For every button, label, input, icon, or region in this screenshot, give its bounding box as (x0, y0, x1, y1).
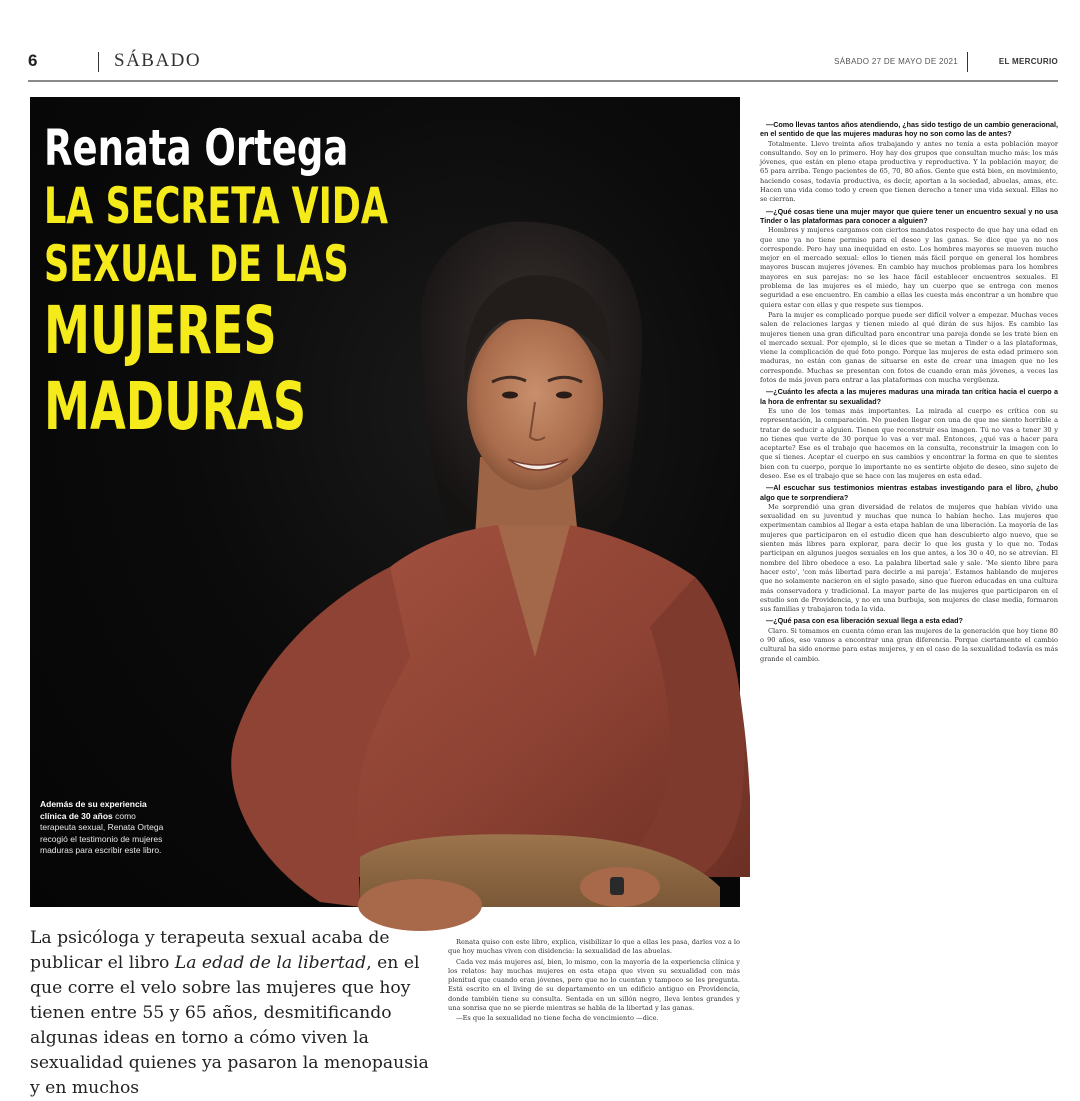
feature-photo (30, 97, 740, 907)
headline (44, 119, 535, 445)
headline-line: MUJERES (44, 292, 277, 369)
watch-shape (610, 877, 624, 895)
book-title: La edad de la libertad (174, 953, 367, 973)
publication-date: SÁBADO 27 DE MAYO DE 2021 (834, 57, 958, 66)
header-separator (967, 52, 968, 72)
interview-answer: Me sorprendió una gran diversidad de relatos de mujeres que habían vivido una sexualidad en su juventud y muchas que nunca lo habían hecho. Las mujeres que experimentan cambios al llegar a esta etapa hablan de una liberación. La mayoría de las mujeres que participaron en el estudio dicen que han descubierto algo nuevo, que se sienten más libres para explorar, para decir lo que les gusta y lo que no. Todas participan en algunos juegos sexuales en los que antes, a los 30 o 40, no se atrevían. El nombre del libro obedece a eso. La palabra libertad sale y sale. 'Me siento libre para hacer esto', 'con más libertad para decirle a mi pareja'. Estamos hablando de mujeres que no solamente nacieron en el siglo pasado, sino que fueron educadas en una cultura más conservadora y tradicional. La mayor parte de las mujeres que participaron en el estudio son de Providencia, y no en una burbuja, son mujeres de clase media, formaron sus familias y trabajaron toda la vida. (760, 502, 1058, 614)
newspaper-name: EL MERCURIO (998, 57, 1058, 66)
lead-text: , en el que corre el velo sobre las mujeres que hoy tienen entre 55 y 65 años, desmitificando algunas ideas en torno a cómo viven la sexualidad quienes ya pasaron la menopausia y en muchos (30, 953, 429, 1098)
interview-answer: Para la mujer es complicado porque puede ser difícil volver a empezar. Muchas veces salen de relaciones largas y tienen miedo al qué dirán de sus hijos. Es cambio las mujeres tienen una gran dificultad para encontrar una pareja donde se les trate bien en el mercado sexual. Por ejemplo, si le dices que se metan a Tinder o a las plataformas, viene la complicación de qué foto pongo. Porque las mujeres de esta edad primero son maduras, no están con ganas de situarse en este de crear una imagen que no les corresponde. Muchas se presentan con fotos de cuando eran más jóvenes, a veces las fotos de más joven para entrar a las plataformas con mucha vergüenza. (760, 310, 1058, 385)
eye-shape (556, 392, 572, 399)
caption-bold: Además de su experiencia clínica de 30 años (40, 799, 147, 821)
interview-question: —¿Qué pasa con esa liberación sexual llega a esta edad? (766, 616, 963, 626)
interview-question: —¿Cuánto les afecta a las mujeres maduras una mirada tan crítica hacia el cuerpo a la hora de enfrentar su sexualidad? (760, 387, 1058, 406)
page-number: 6 (28, 51, 38, 70)
lead-text: La psicóloga y terapeuta sexual acaba de publicar el libro (30, 928, 390, 973)
interview-answer: Hombres y mujeres cargamos con ciertos mandatos respecto de que hay una edad en que uno ya no tiene permiso para el deseo y las ganas. Se dice que ya no nos corresponde. Pero hay una inequidad en esto. Los hombres mayores se mueven mucho mejor en el mercado sexual: ellos lo tienen más fácil porque en general los hombres mayores buscan mujeres jóvenes. En cambio hay muchos problemas para los hombres mayores en sus parejas: no se les hace fácil establecer encuentros sexuales. El problema de las mujeres es el miedo, hay un cuerpo que se entrega con menos seguridad a ese encuentro. En cambio a ellas les cuesta más encontrar a un hombre que quiera estar con ellas y que respete sus tiempos. (760, 226, 1058, 309)
section-name: SÁBADO (114, 50, 202, 71)
page-header (28, 44, 1058, 84)
photo-caption (40, 799, 168, 857)
interview-question: —Como llevas tantos años atendiendo, ¿has sido testigo de un cambio generacional, en el sentido de que las mujeres maduras hoy no son como las de antes? (760, 120, 1058, 139)
header-separator (98, 52, 99, 72)
caption-text: como terapeuta sexual, Renata Ortega recogió el testimonio de mujeres maduras para escribir este libro. (40, 810, 164, 855)
lead-paragraph (30, 926, 430, 1098)
interview-question: —Al escuchar sus testimonios mientras estabas investigando para el libro, ¿hubo algo que te sorprendiera? (760, 483, 1058, 502)
body-paragraph: Renata quiso con este libro, explica, visibilizar lo que a ellas les pasa, darles voz a lo que hoy muchas viven con disidencia: la sexualidad de las abuelas. (448, 938, 740, 956)
headline-name: Renata Ortega (44, 119, 349, 177)
body-column (448, 938, 740, 1080)
headline-line: MADURAS (44, 368, 307, 445)
headline-line: SEXUAL DE LAS (44, 235, 349, 293)
interview-answer: Claro. Si tomamos en cuenta cómo eran las mujeres de la generación que hoy tiene 80 o 90 años, eso vamos a encontrar una gran diferencia. Porque ciertamente el cambio cultural ha sido enorme para estas mujeres, y en el caso de la sexualidad todavía es más grande el cambio. (760, 626, 1058, 663)
interview-answer: Es uno de los temas más importantes. La mirada al cuerpo es crítica con su representación, la comparación. No pueden llegar con una de que me siento horrible a tratar de seducir a alguien. Tienen que reconstruir esa imagen. Tú no vas a tener 30 y no tienes que verte de 30 porque lo vas a ver mal. Entonces, ¿qué vas a hacer para aceptarte? Ese es el trabajo que hacemos en la consulta, reconstruir la imagen con lo que sí tienes. Aceptar el cuerpo en sus cambios y encontrar la forma en que te sientes bien con tu cuerpo, porque lo importante no es sentirte objeto de deseo, sino sujeto de deseo. Ese es el trabajo que se hace con las mujeres en esta edad. (760, 406, 1058, 480)
body-paragraph: Cada vez más mujeres así, bien, lo mismo, con la mayoría de la experiencia clínica y los relatos: hay muchas mujeres en esta etapa que viven su sexualidad con más plenitud que cuando eran jóvenes, pero que no lo cuentan y tampoco se les pregunta. Está escrito en el living de su departamento en un edificio antiguo en Providencia, donde también tiene su consulta. Sentada en un sillón negro, lleva lentes grandes y una sonrisa que no se pierde mientras se habla de la libertad y las ganas. (448, 957, 740, 1013)
headline-line: LA SECRETA VIDA (44, 177, 388, 235)
left-hand-shape (358, 879, 482, 931)
header-rule (28, 80, 1058, 82)
interview-question: —¿Qué cosas tiene una mujer mayor que quiere tener un encuentro sexual y no usa Tinder o las plataformas para conocer a alguien? (760, 206, 1058, 225)
interview-answer: Totalmente. Llevo treinta años trabajando y antes no tenía a esta población mayor consultando. Soy en lo primero. Hoy hay dos grupos que consultan mucho más: los más jóvenes, que están en pleno etapa productiva y reproductiva. Y la población mayor, de 65 para arriba. Tengo pacientes de 65, 70, 80 años. Gente que está bien, en movimiento, haciendo cosas, todavía productiva, es decir, aportan a la sociedad, abuelas, amas, etc. Hacen una vida como todo y creen que tienen derecho a tener una vida sexual. Ellas no se cierran. (760, 139, 1058, 204)
interview-column (760, 118, 1058, 1080)
body-paragraph: —Es que la sexualidad no tiene fecha de vencimiento —dice. (456, 1014, 659, 1023)
